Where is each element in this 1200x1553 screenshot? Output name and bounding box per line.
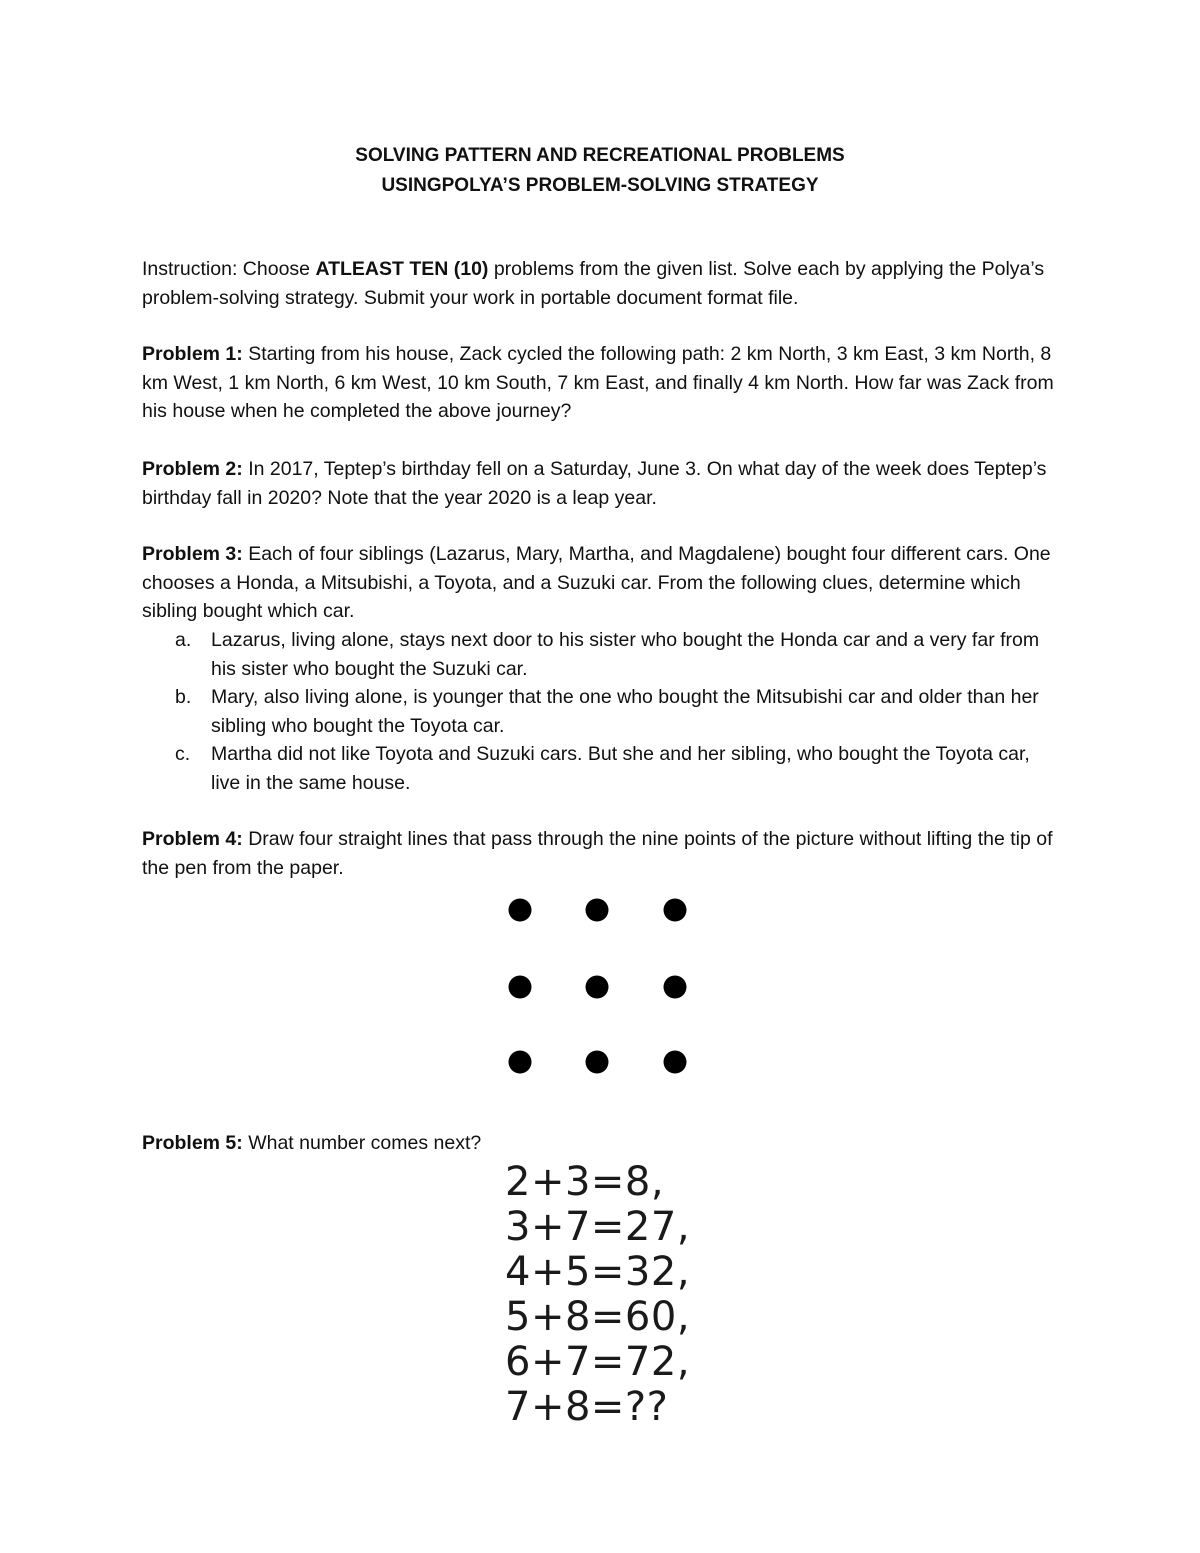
- problem-2-label: Problem 2:: [142, 458, 243, 480]
- problem-3-text: Each of four siblings (Lazarus, Mary, Martha, and Magdalene) bought four different cars. One chooses a Honda, a Mitsubishi, a Toyota, and a Suzuki car. From the following clues, determine which sibling bought which car.: [142, 543, 1051, 622]
- equation-sequence: [505, 1160, 690, 1430]
- clue-item: [142, 740, 1064, 797]
- problem-3-clue-list: [142, 626, 1064, 797]
- problem-4-text: Draw four straight lines that pass through the nine points of the picture without lifting the tip of the pen from the paper.: [142, 828, 1053, 879]
- dot: [664, 1051, 687, 1074]
- clue-marker: a.: [175, 629, 192, 651]
- document-title-line-1: SOLVING PATTERN AND RECREATIONAL PROBLEMS: [355, 145, 845, 166]
- problem-5-label: Problem 5:: [142, 1132, 243, 1154]
- nine-dots-figure: [490, 890, 710, 1090]
- problem-4: [142, 825, 1064, 882]
- equation-line: 3+7=27,: [505, 1204, 691, 1250]
- clue-marker: b.: [175, 686, 192, 708]
- problem-2: [142, 455, 1064, 512]
- instruction-prefix: Instruction: Choose: [142, 258, 316, 280]
- clue-item: [142, 626, 1064, 683]
- problem-3: [142, 540, 1064, 626]
- clue-text: Martha did not like Toyota and Suzuki cars. But she and her sibling, who bought the Toyota car, live in the same house.: [211, 743, 1030, 794]
- problem-1: [142, 340, 1064, 426]
- dot: [509, 899, 532, 922]
- problem-2-text: In 2017, Teptep’s birthday fell on a Saturday, June 3. On what day of the week does Teptep’s birthday fall in 2020? Note that the year 2020 is a leap year.: [142, 458, 1047, 509]
- clue-text: Lazarus, living alone, stays next door to his sister who bought the Honda car and a very far from his sister who bought the Suzuki car.: [211, 629, 1040, 680]
- dot: [586, 899, 609, 922]
- dot: [586, 976, 609, 999]
- equation-line: 5+8=60,: [505, 1294, 691, 1340]
- equation-line: 6+7=72,: [505, 1339, 691, 1385]
- clue-text: Mary, also living alone, is younger that the one who bought the Mitsubishi car and older than her sibling who bought the Toyota car.: [211, 686, 1039, 737]
- instruction-suffix: problems from the given list. Solve each by applying the Polya’s problem-solving strategy. Submit your work in portable document format file.: [142, 258, 1045, 309]
- problem-3-label: Problem 3:: [142, 543, 243, 565]
- problem-1-label: Problem 1:: [142, 343, 243, 365]
- dot: [664, 899, 687, 922]
- dot: [664, 976, 687, 999]
- clue-marker: c.: [175, 743, 191, 765]
- instruction-bold: ATLEAST TEN (10): [315, 258, 489, 280]
- instruction-paragraph: [142, 255, 1064, 312]
- problem-5: [142, 1129, 1064, 1158]
- dot: [586, 1051, 609, 1074]
- dot: [509, 976, 532, 999]
- document-title-line-2: USINGPOLYA’S PROBLEM-SOLVING STRATEGY: [381, 175, 819, 196]
- clue-item: [142, 683, 1064, 740]
- problem-4-label: Problem 4:: [142, 828, 243, 850]
- equation-line: 7+8=??: [505, 1384, 669, 1430]
- problem-5-text: What number comes next?: [242, 1132, 482, 1154]
- dot: [509, 1051, 532, 1074]
- problem-1-text: Starting from his house, Zack cycled the following path: 2 km North, 3 km East, 3 km North, 8 km West, 1 km North, 6 km West, 10 km South, 7 km East, and finally 4 km North. How far was Zack from his house when he completed the above journey?: [142, 343, 1054, 422]
- equation-line: 2+3=8,: [505, 1159, 665, 1205]
- equation-line: 4+5=32,: [505, 1249, 691, 1295]
